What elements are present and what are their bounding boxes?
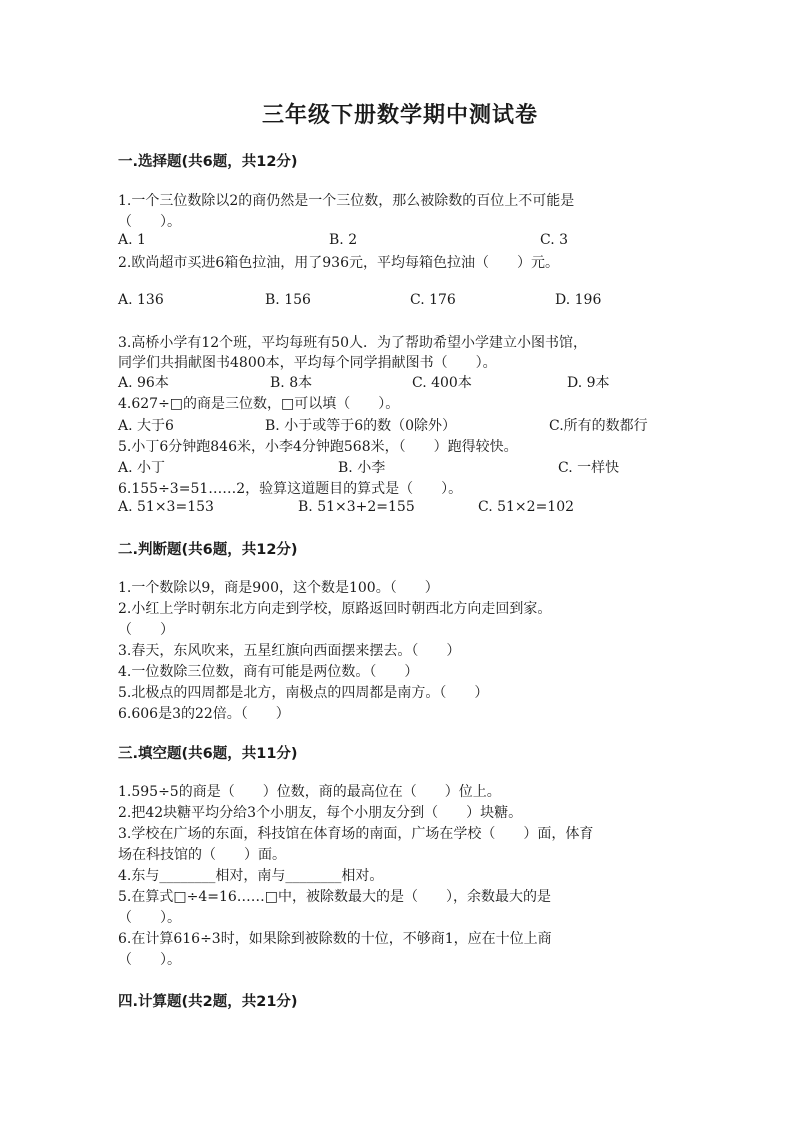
question-text: 场在科技馆的（ ）面。 (118, 847, 286, 863)
question-text: 3.学校在广场的东面，科技馆在体育场的南面，广场在学校（ ）面，体育 (118, 826, 594, 842)
question-text: 4.一位数除三位数，商有可能是两位数。（ ） (118, 664, 419, 680)
option-a: A. 96本 (118, 375, 169, 391)
option-d: D. 9本 (567, 375, 610, 391)
question-text: （ ） (118, 622, 174, 638)
option-a: A. 1 (118, 232, 146, 248)
option-c: C.所有的数都行 (549, 418, 648, 434)
question-text: 3.春天，东风吹来，五星红旗向西面摆来摆去。（ ） (118, 643, 461, 659)
question-text: 6.在计算616÷3时，如果除到被除数的十位，不够商1，应在十位上商 (118, 931, 552, 947)
question-text: （ ）。 (118, 214, 181, 230)
question-text: 2.小红上学时朝东北方向走到学校，原路返回时朝西北方向走回到家。 (118, 601, 552, 617)
option-a: A. 大于6 (118, 418, 174, 434)
question-text: 2.欧尚超市买进6箱色拉油，用了936元，平均每箱色拉油（ ）元。 (118, 255, 559, 271)
question-text: 1.一个三位数除以2的商仍然是一个三位数，那么被除数的百位上不可能是 (118, 193, 575, 209)
option-d: D. 196 (555, 292, 602, 308)
question-text: 4.627÷□的商是三位数，□可以填（ ）。 (118, 396, 400, 412)
option-c: C. 51×2=102 (478, 499, 575, 515)
question-text: 2.把42块糖平均分给3个小朋友，每个小朋友分到（ ）块糖。 (118, 805, 523, 821)
option-b: B. 2 (329, 232, 358, 248)
option-b: B. 小李 (338, 460, 386, 476)
option-c: C. 一样快 (558, 460, 620, 476)
question-text: 同学们共捐献图书4800本，平均每个同学捐献图书（ ）。 (118, 355, 497, 371)
question-text: 1.一个数除以9，商是900，这个数是100。（ ） (118, 580, 439, 596)
option-a: A. 136 (118, 292, 164, 308)
section-heading-judgment: 二.判断题(共6题，共12分) (118, 542, 298, 558)
option-b: B. 小于或等于6的数（0除外） (265, 418, 457, 434)
option-c: C. 3 (540, 232, 569, 248)
question-text: （ ）。 (118, 910, 181, 926)
option-c: C. 176 (410, 292, 456, 308)
question-text: 3.高桥小学有12个班，平均每班有50人．为了帮助希望小学建立小图书馆， (118, 335, 587, 351)
option-b: B. 8本 (270, 375, 313, 391)
question-text: 6.606是3的22倍。（ ） (118, 706, 290, 722)
option-c: C. 400本 (412, 375, 472, 391)
option-a: A. 51×3=153 (118, 499, 214, 515)
question-text: 5.北极点的四周都是北方，南极点的四周都是南方。（ ） (118, 685, 489, 701)
section-heading-choice: 一.选择题(共6题，共12分) (118, 154, 298, 170)
question-text: 5.在算式□÷4=16……□中，被除数最大的是（ ），余数最大的是 (118, 889, 551, 905)
option-b: B. 156 (265, 292, 311, 308)
question-text: 5.小丁6分钟跑846米，小李4分钟跑568米，（ ）跑得较快。 (118, 439, 518, 455)
option-b: B. 51×3+2=155 (298, 499, 415, 515)
question-text: 4.东与________相对，南与________相对。 (118, 868, 384, 884)
question-text: （ ）。 (118, 952, 181, 968)
question-text: 6.155÷3=51……2，验算这道题目的算式是（ ）。 (118, 481, 463, 497)
section-heading-fill-blank: 三.填空题(共6题，共11分) (118, 746, 298, 762)
page-title: 三年级下册数学期中测试卷 (261, 102, 538, 128)
question-text: 1.595÷5的商是（ ）位数，商的最高位在（ ）位上。 (118, 784, 501, 800)
option-a: A. 小丁 (118, 460, 166, 476)
section-heading-calculation: 四.计算题(共2题，共21分) (118, 994, 298, 1010)
